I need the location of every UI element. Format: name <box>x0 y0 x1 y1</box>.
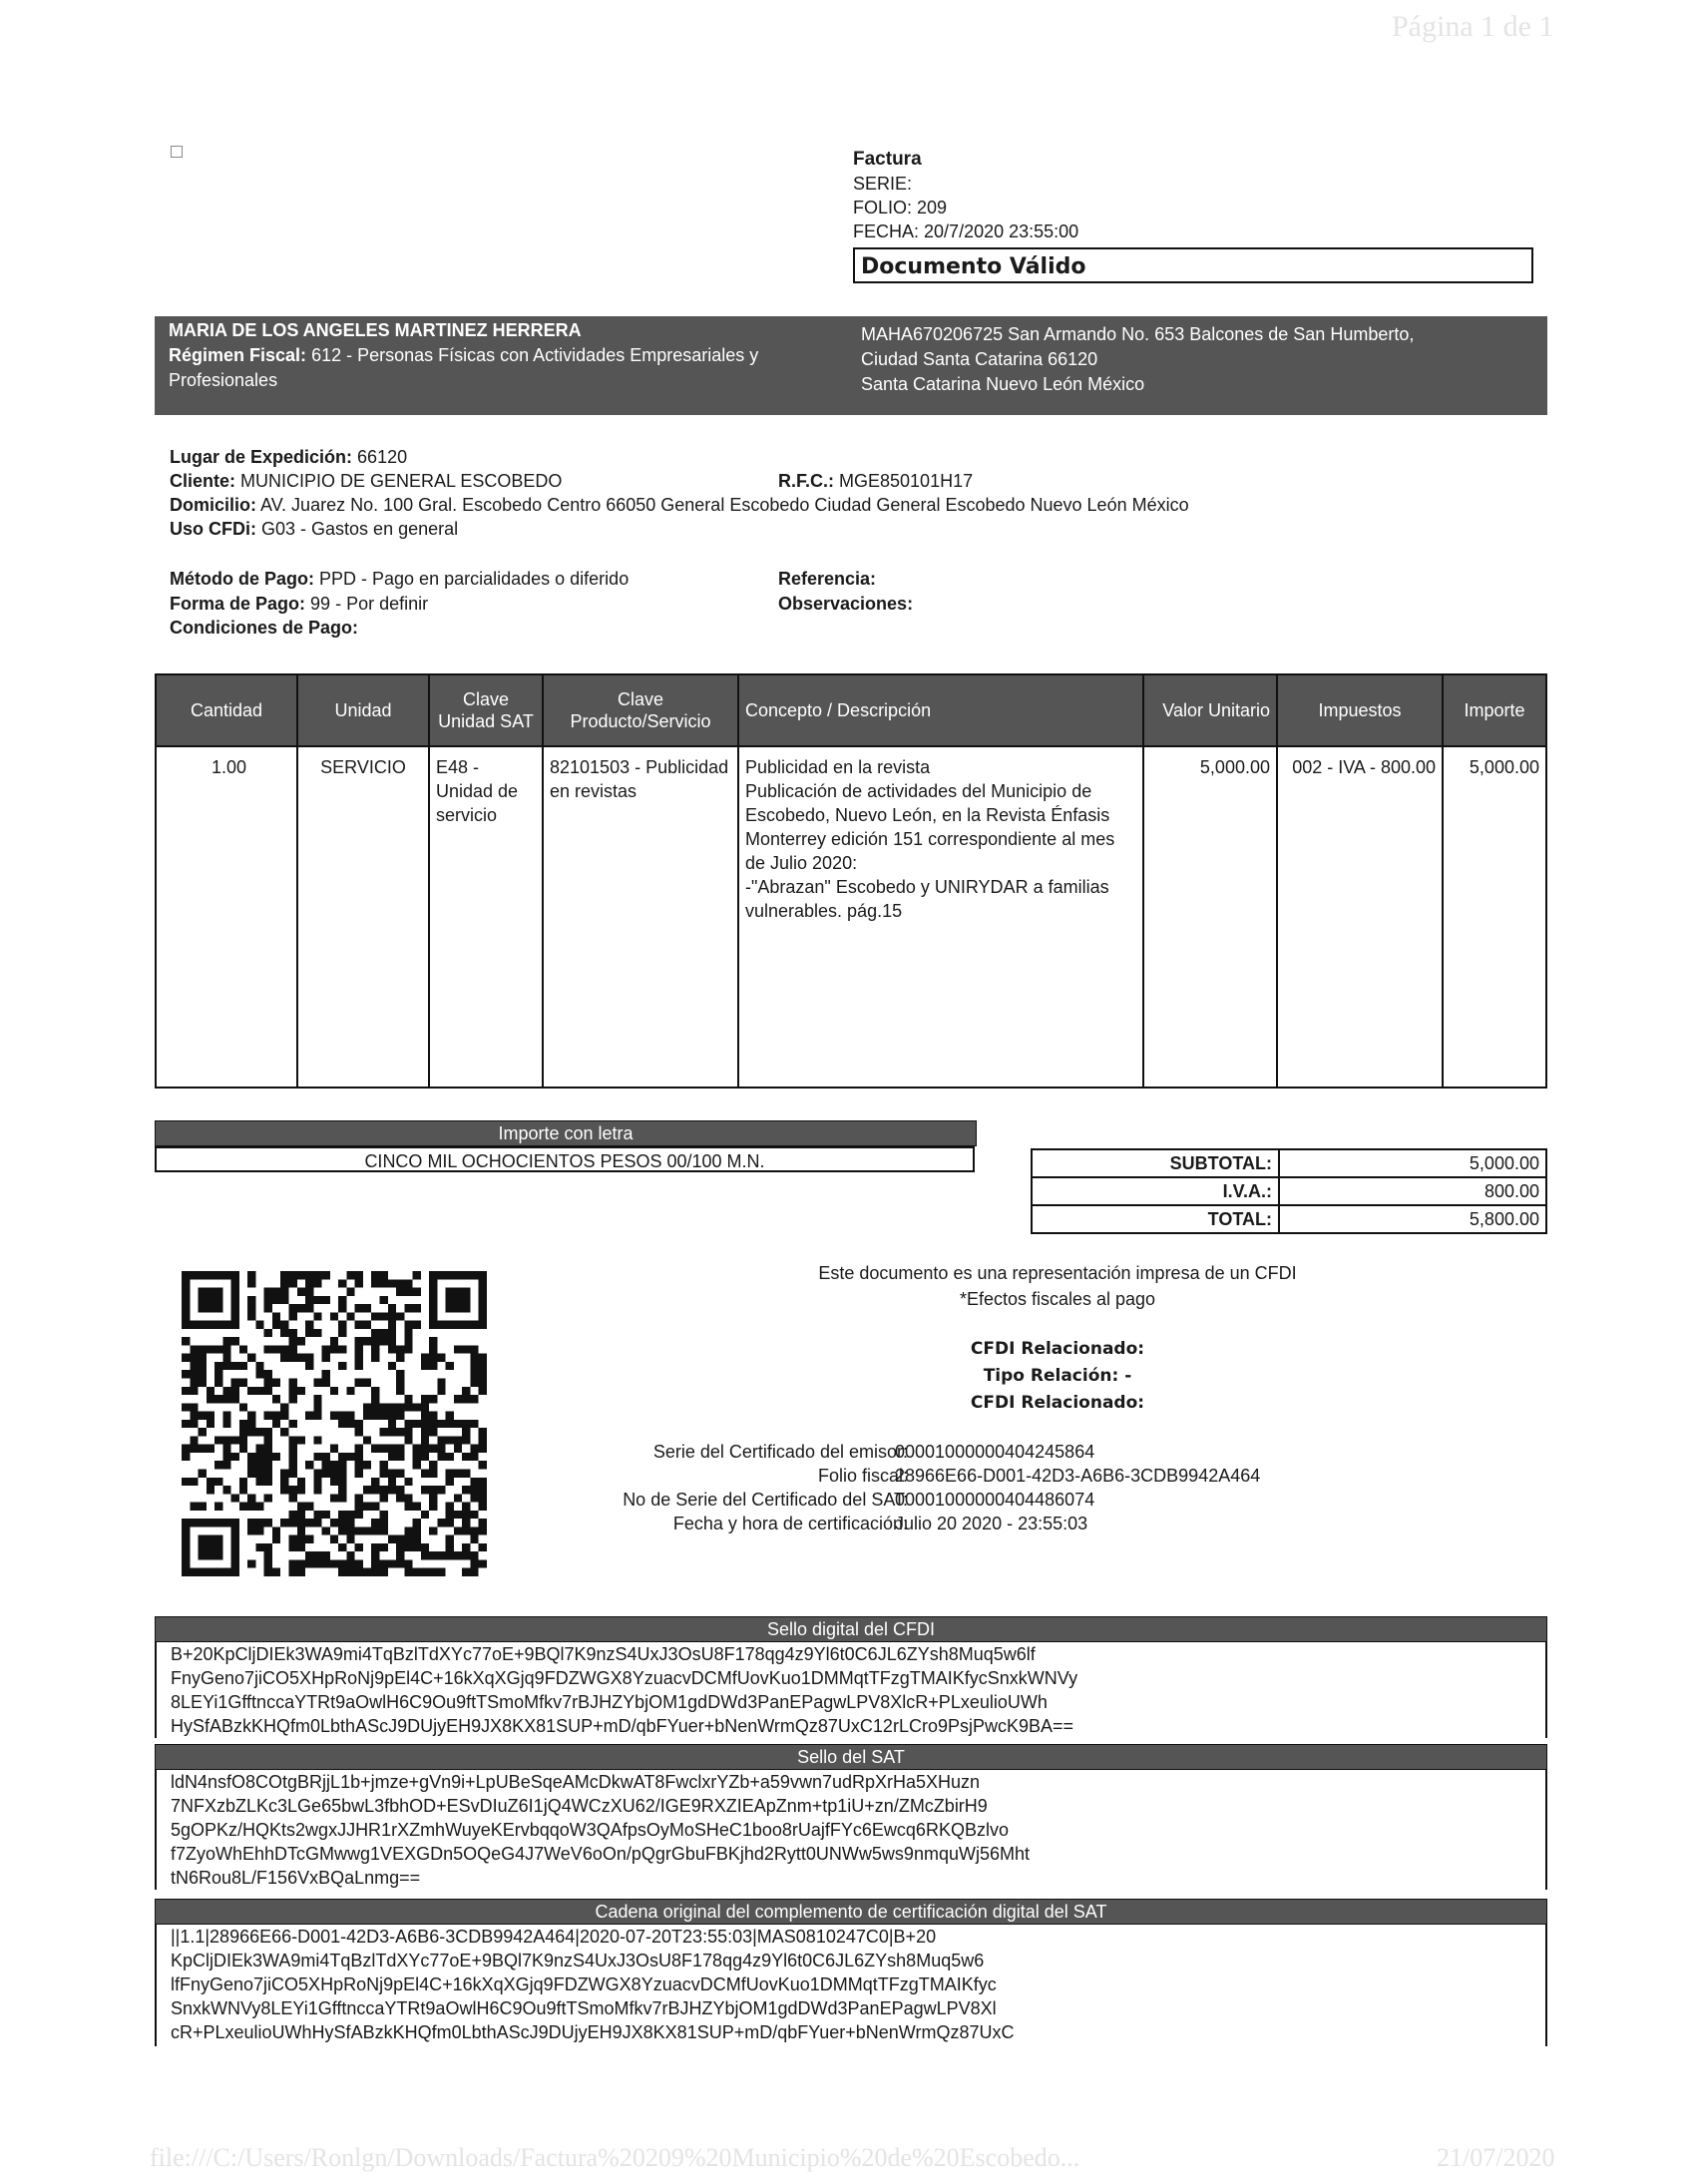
cell-clave-producto: 82101503 - Publicidad en revistas <box>543 746 738 1088</box>
cell-importe: 5,000.00 <box>1443 746 1546 1088</box>
rfc-value: MGE850101H17 <box>839 471 974 491</box>
importe-letra-value: CINCO MIL OCHOCIENTOS PESOS 00/100 M.N. <box>155 1146 975 1172</box>
col-valor-unitario: Valor Unitario <box>1143 674 1277 746</box>
checkbox-artifact <box>171 146 183 158</box>
concepto-line-3: -"Abrazan" Escobedo y UNIRYDAR a familias vulnerables. pág.15 <box>745 877 1109 921</box>
cadena-line: KpCljDIEk3WA9mi4TqBzlTdXYc77oE+9BQl7K9nzS4UxJ3OsU8F178qg4z9Yl6t0C6JL6ZYsh8Muq5w6 <box>171 1951 985 1970</box>
sello-sat-line: f7ZyoWhEhhDTcGMwwg1VEXGDn5OQeG4J7WeV6oOn/pQgrGbuFBKjhd2Rytt0UNWw5ws9nmquWj56Mht <box>171 1844 1030 1864</box>
sello-sat-line: 5gOPKz/HQKts2wgxJJHR1rXZmhWuyeKErvbqqoW3QAfpsOyMoSHeC1boo8rUajfFYc6Ewcq6RKQBzlvo <box>171 1820 1009 1840</box>
fecha-cert-label: Fecha y hora de certificación: <box>672 1514 908 1533</box>
uso-label: Uso CFDi: <box>170 519 256 539</box>
importe-letra-header: Importe con letra <box>155 1120 977 1146</box>
domicilio <box>170 493 1189 517</box>
folio-label: FOLIO: <box>853 198 913 218</box>
lugar-value: 66120 <box>357 447 408 467</box>
metodo-label: Método de Pago: <box>170 569 314 589</box>
total-row <box>1032 1205 1546 1233</box>
lugar-expedicion <box>170 445 407 469</box>
address-line-2: Ciudad Santa Catarina 66120 <box>861 349 1098 369</box>
col-impuestos: Impuestos <box>1277 674 1443 746</box>
cell-cantidad: 1.00 <box>156 746 297 1088</box>
totals-table <box>1031 1148 1547 1234</box>
cell-concepto <box>738 746 1143 1088</box>
regimen-label: Régimen Fiscal: <box>169 345 307 365</box>
subtotal-row <box>1032 1149 1546 1177</box>
emisor-band <box>155 316 1547 415</box>
serie-emisor-label: Serie del Certificado del emisor: <box>652 1442 908 1462</box>
items-header-row <box>156 674 1546 746</box>
rfc-label: R.F.C.: <box>778 471 834 491</box>
qr-code <box>182 1271 487 1576</box>
sello-sat-line: ldN4nsfO8COtgBRjjL1b+jmze+gVn9i+LpUBeSqeAMcDkwAT8FwclxrYZb+a59vwn7udRpXrHa5XHuzn <box>171 1772 981 1792</box>
address-line-1: MAHA670206725 San Armando No. 653 Balcones de San Humberto, <box>861 324 1415 344</box>
cadena-original-header: Cadena original del complemento de certificación digital del SAT <box>155 1899 1547 1925</box>
lugar-label: Lugar de Expedición: <box>170 447 353 467</box>
emisor-name: MARIA DE LOS ANGELES MARTINEZ HERRERA <box>169 320 582 340</box>
metodo-pago <box>170 567 629 591</box>
cliente-value: MUNICIPIO DE GENERAL ESCOBEDO <box>240 471 563 491</box>
forma-pago <box>170 592 428 616</box>
status-badge: Documento Válido <box>853 247 1533 283</box>
serie-sat-value: 00001000000404486074 <box>895 1490 1095 1510</box>
rfc <box>778 469 973 493</box>
cadena-original-body <box>155 1925 1547 2046</box>
col-importe: Importe <box>1443 674 1546 746</box>
regimen-value: 612 - Personas Físicas con Actividades Empresariales y Profesionales <box>169 345 759 390</box>
cadena-line: cR+PLxeulioUWhHySfABzkKHQfm0LbthAScJ9DUjyEH9JX8KX81SUP+mD/qbFYuer+bNenWrmQz87UxC <box>171 2022 1015 2042</box>
fecha-cert-value: Julio 20 2020 - 23:55:03 <box>895 1514 1088 1533</box>
cfdi-note-2: *Efectos fiscales al pago <box>959 1289 1156 1309</box>
serie-label: SERIE: <box>853 174 913 194</box>
metodo-value: PPD - Pago en parcialidades o diferido <box>319 569 630 589</box>
cfdi-relacionado-2: CFDI Relacionado: <box>970 1393 1145 1413</box>
sello-cfdi-line: HySfABzkKHQfm0LbthAScJ9DUjyEH9JX8KX81SUP+mD/qbFYuer+bNenWrmQz87UxC12rLCro9PsjPwcK9BA== <box>171 1716 1074 1736</box>
folio-fiscal-label: Folio fiscal: <box>817 1466 908 1486</box>
fecha-line <box>853 219 1078 243</box>
print-footer-path: file:///C:/Users/Ronlgn/Downloads/Factura%20209%20Municipio%20de%20Escobedo... <box>150 2143 1080 2172</box>
col-clave-unidad: Clave Unidad SAT <box>429 674 543 746</box>
forma-label: Forma de Pago: <box>170 594 306 614</box>
sello-cfdi-body <box>155 1642 1547 1738</box>
emisor-address <box>861 322 1539 397</box>
folio-value: 209 <box>917 198 948 218</box>
fecha-value: 20/7/2020 23:55:00 <box>924 221 1079 241</box>
iva-label: I.V.A.: <box>1032 1177 1279 1205</box>
sello-cfdi-header: Sello digital del CFDI <box>155 1616 1547 1642</box>
cell-clave-unidad: E48 - Unidad de servicio <box>429 746 543 1088</box>
cadena-line: lfFnyGeno7jiCO5XHpRoNj9pEl4C+16kXqXGjq9FDZWGX8YzuacvDCMfUovKuo1DMMqtTFzgTMAIKfyc <box>171 1974 997 1994</box>
concepto-line-1: Publicidad en la revista <box>745 757 931 777</box>
tipo-relacion: Tipo Relación: - <box>983 1366 1132 1386</box>
print-page-number: Página 1 de 1 <box>1392 10 1554 43</box>
sello-cfdi-line: 8LEYi1GfftnccaYTRt9aOwlH6C9Ou9ftTSmoMfkv7rBJHZYbjOM1gdDWd3PanEPagwLPV8XlcR+PLxeulioUWh <box>171 1692 1048 1712</box>
cadena-line: SnxkWNVy8LEYi1GfftnccaYTRt9aOwlH6C9Ou9ftTSmoMfkv7rBJHZYbjOM1gdDWd3PanEPagwLPV8Xl <box>171 1998 997 2018</box>
sello-sat-header: Sello del SAT <box>155 1744 1547 1770</box>
concepto-line-2: Publicación de actividades del Municipio de Escobedo, Nuevo León, en la Revista Énfasis Monterrey edición 151 correspondiente al mes de Julio 2020: <box>745 781 1115 873</box>
cell-unidad: SERVICIO <box>297 746 429 1088</box>
cell-impuestos: 002 - IVA - 800.00 <box>1277 746 1443 1088</box>
items-table <box>155 673 1547 1089</box>
forma-value: 99 - Por definir <box>310 594 429 614</box>
sello-sat-line: 7NFXzbZLKc3LGe65bwL3fbhOD+ESvDIuZ6I1jQ4WCzXU62/IGE9RXZIEApZnm+tp1iU+zn/ZMcZbirH9 <box>171 1796 988 1816</box>
uso-value: G03 - Gastos en general <box>261 519 459 539</box>
total-label: TOTAL: <box>1032 1205 1279 1233</box>
cfdi-note-1: Este documento es una representación impresa de un CFDI <box>818 1263 1297 1283</box>
condiciones-label: Condiciones de Pago: <box>170 618 359 638</box>
col-cantidad: Cantidad <box>156 674 297 746</box>
serie-emisor-value: 00001000000404245864 <box>895 1442 1095 1462</box>
sello-cfdi-line: FnyGeno7jiCO5XHpRoNj9pEl4C+16kXqXGjq9FDZWGX8YzuacvDCMfUovKuo1DMMqtTFzgTMAIKfycSnxkWNVy <box>171 1668 1078 1688</box>
print-footer-date: 21/07/2020 <box>1437 2143 1555 2172</box>
col-clave-producto: Clave Producto/Servicio <box>543 674 738 746</box>
sello-sat-line: tN6Rou8L/F156VxBQaLnmg== <box>171 1868 421 1888</box>
col-concepto: Concepto / Descripción <box>738 674 1143 746</box>
subtotal-value: 5,000.00 <box>1279 1149 1546 1177</box>
domicilio-value: AV. Juarez No. 100 Gral. Escobedo Centro 66050 General Escobedo Ciudad General Escobedo Nuevo León México <box>260 495 1189 515</box>
folio-fiscal-value: 28966E66-D001-42D3-A6B6-3CDB9942A464 <box>895 1466 1261 1486</box>
table-row <box>156 746 1546 1088</box>
serie-line <box>853 172 1078 196</box>
sello-sat-body <box>155 1770 1547 1890</box>
iva-value: 800.00 <box>1279 1177 1546 1205</box>
address-line-3: Santa Catarina Nuevo León México <box>861 374 1145 394</box>
cliente <box>170 469 562 493</box>
cadena-line: ||1.1|28966E66-D001-42D3-A6B6-3CDB9942A464|2020-07-20T23:55:03|MAS0810247C0|B+20 <box>171 1927 937 1947</box>
invoice-header <box>853 148 1078 243</box>
cliente-label: Cliente: <box>170 471 236 491</box>
domicilio-label: Domicilio: <box>170 495 257 515</box>
observaciones-label: Observaciones: <box>778 594 914 614</box>
subtotal-label: SUBTOTAL: <box>1032 1149 1279 1177</box>
doc-type: Factura <box>853 149 922 170</box>
emisor-left <box>169 318 847 393</box>
col-unidad: Unidad <box>297 674 429 746</box>
cell-valor-unitario: 5,000.00 <box>1143 746 1277 1088</box>
regimen-fiscal <box>169 343 847 393</box>
total-value: 5,800.00 <box>1279 1205 1546 1233</box>
uso-cfdi <box>170 517 458 541</box>
referencia-label: Referencia: <box>778 569 877 589</box>
fecha-label: FECHA: <box>853 221 920 241</box>
sello-cfdi-line: B+20KpCljDIEk3WA9mi4TqBzlTdXYc77oE+9BQl7K9nzS4UxJ3OsU8F178qg4z9Yl6t0C6JL6ZYsh8Muq5w6lf <box>171 1644 1036 1664</box>
folio-line <box>853 196 1078 219</box>
condiciones-pago <box>170 616 358 640</box>
cfdi-relacionado-1: CFDI Relacionado: <box>970 1339 1145 1359</box>
iva-row <box>1032 1177 1546 1205</box>
serie-sat-label: No de Serie del Certificado del SAT: <box>623 1490 908 1510</box>
